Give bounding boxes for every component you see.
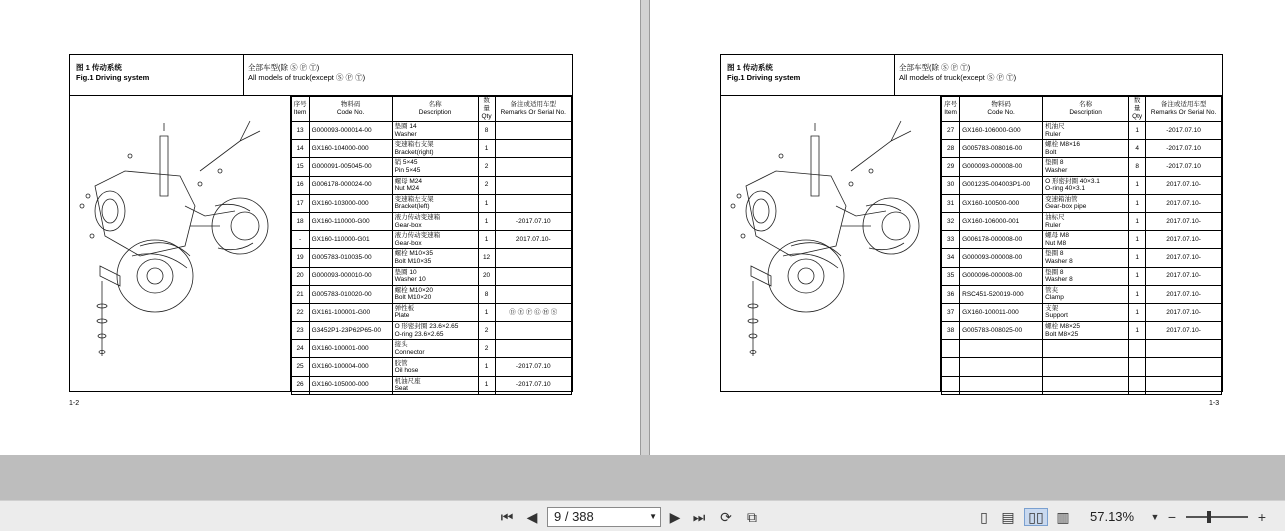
table-row [942,194,1222,212]
table-row [942,212,1222,230]
table-row [291,122,571,140]
remarks-cell: -2017.07.10 [495,358,571,376]
code-cell: G000093-000008-00 [960,158,1043,176]
figure-title-en: Fig.1 Driving system [76,73,150,82]
table-row [942,249,1222,267]
description-cell: 液力传动变速箱 Gear-box [392,231,478,249]
code-cell: G000093-000008-00 [960,249,1043,267]
qty-cell: 1 [478,212,495,230]
qty-cell: 1 [478,358,495,376]
sheet-header [70,55,572,96]
code-cell: GX160-100004-000 [309,358,392,376]
qty-cell: 1 [1129,267,1146,285]
code-cell: GX160-100011-000 [960,303,1043,321]
driving-system-drawing-icon [721,96,942,391]
figure-title-cn: 图 1 传动系统 [76,63,122,72]
remarks-cell: -2017.07.10 [495,376,571,394]
remarks-cell [495,194,571,212]
table-row [942,122,1222,140]
table-row [291,140,571,158]
description-cell: 油标尺 Ruler [1043,212,1129,230]
description-cell: 变速箱右支架 Bracket(right) [392,140,478,158]
item-cell: 35 [942,267,960,285]
code-cell: GX161-100001-G00 [309,303,392,321]
item-cell: 31 [942,194,960,212]
table-row [291,212,571,230]
qty-cell: 1 [478,194,495,212]
description-cell: 垫圈 8 Washer 8 [1043,267,1129,285]
table-row [291,358,571,376]
continuous-icon[interactable]: ▤ [1001,508,1015,525]
code-cell: G005783-008016-00 [960,140,1043,158]
remarks-cell [495,285,571,303]
viewer-background [0,455,1285,500]
parts-table [941,96,1222,395]
description-cell: 管夹 Clamp [1043,285,1129,303]
description-cell: 胶管 Oil hose [392,358,478,376]
description-cell: 弹性板 Plate [392,303,478,321]
qty-cell: 1 [478,376,495,394]
qty-cell: 8 [478,285,495,303]
item-cell: 21 [291,285,309,303]
item-cell: 23 [291,322,309,340]
applies-to-cn: 全部车型(除 Ⓢ Ⓟ Ⓣ) [899,63,971,72]
qty-cell: 8 [478,122,495,140]
applies-to-en: All models of truck(except Ⓢ Ⓟ Ⓣ) [248,73,366,82]
description-cell: 螺母 M8 Nut M8 [1043,231,1129,249]
description-cell: 支架 Support [1043,303,1129,321]
table-row [291,158,571,176]
qty-cell: 20 [478,267,495,285]
remarks-cell: -2017.07.10 [495,212,571,230]
extract-icon[interactable]: ⧉ [747,508,757,525]
item-cell: 30 [942,176,960,194]
remarks-cell: 2017.07.10- [1146,176,1222,194]
item-cell: 26 [291,376,309,394]
item-cell: 27 [942,122,960,140]
table-row [942,140,1222,158]
table-row [942,267,1222,285]
code-cell: GX160-110000-G01 [309,231,392,249]
remarks-cell: 2017.07.10- [495,231,571,249]
item-cell: 18 [291,212,309,230]
page-right [649,0,1285,455]
remarks-cell [495,322,571,340]
chevron-down-icon[interactable]: ▼ [649,512,657,521]
qty-cell: 1 [1129,249,1146,267]
code-cell: G006178-000008-00 [960,231,1043,249]
remarks-cell: -2017.07.10 [1146,158,1222,176]
figure-title-en: Fig.1 Driving system [727,73,801,82]
remarks-cell [495,140,571,158]
remarks-cell [495,249,571,267]
remarks-cell [495,267,571,285]
applies-to-en: All models of truck(except Ⓢ Ⓟ Ⓣ) [899,73,1017,82]
table-row [291,249,571,267]
description-cell: 接头 Connector [392,340,478,358]
remarks-cell: -2017.07.10 [1146,122,1222,140]
description-cell: 液力传动变速箱 Gear-box [392,212,478,230]
qty-cell: 1 [478,140,495,158]
remarks-cell: 2017.07.10- [1146,249,1222,267]
table-row [942,158,1222,176]
table-row [291,376,571,394]
description-cell: 螺栓 M8×16 Bolt [1043,140,1129,158]
col-remarks: 备注或适用车型 Remarks Or Serial No. [1146,97,1222,122]
qty-cell: 12 [478,249,495,267]
remarks-cell: 2017.07.10- [1146,194,1222,212]
page-number: 1-3 [1209,400,1220,407]
item-cell: - [291,231,309,249]
table-row [942,340,1222,358]
description-cell: 销 5×45 Pin 5×45 [392,158,478,176]
item-cell: 34 [942,249,960,267]
driving-system-drawing-icon [70,96,291,391]
description-cell: 机油尺 Ruler [1043,122,1129,140]
code-cell: GX160-103000-000 [309,194,392,212]
code-cell: GX160-110000-G00 [309,212,392,230]
remarks-cell: 2017.07.10- [1146,212,1222,230]
qty-cell: 1 [1129,194,1146,212]
description-cell: O 形密封圈 23.6×2.65 O-ring 23.6×2.65 [392,322,478,340]
zoom-level[interactable]: 57.13% [1090,509,1135,524]
code-cell: GX160-100500-000 [960,194,1043,212]
qty-cell: 1 [1129,303,1146,321]
description-cell: 垫圈 8 Washer 8 [1043,249,1129,267]
item-cell: 37 [942,303,960,321]
table-row [942,231,1222,249]
qty-cell: 1 [1129,231,1146,249]
qty-cell: 1 [1129,212,1146,230]
item-cell: 24 [291,340,309,358]
qty-cell: 1 [1129,285,1146,303]
description-cell: 变速箱油管 Gear-box pipe [1043,194,1129,212]
item-cell: 15 [291,158,309,176]
col-desc: 名称 Description [1043,97,1129,122]
remarks-cell [495,176,571,194]
col-desc: 名称 Description [392,97,478,122]
zoom-dropdown-icon[interactable]: ▼ [1150,512,1160,522]
qty-cell: 2 [478,322,495,340]
code-cell: GX160-105000-000 [309,376,392,394]
single-page-icon[interactable]: ▯ [980,508,988,525]
scroll-two-page-icon[interactable]: ▥ [1056,508,1070,525]
qty-cell: 1 [1129,322,1146,340]
item-cell: 32 [942,212,960,230]
zoom-out-icon[interactable]: − [1167,509,1177,525]
qty-cell: 8 [1129,158,1146,176]
code-cell: G006178-000024-00 [309,176,392,194]
item-cell: 19 [291,249,309,267]
qty-cell: 2 [478,158,495,176]
code-cell: GX160-106000-001 [960,212,1043,230]
parts-sheet [69,54,573,392]
item-cell: 13 [291,122,309,140]
item-cell: 28 [942,140,960,158]
remarks-cell [495,340,571,358]
table-header-row [942,97,1222,122]
description-cell: 螺母 M24 Nut M24 [392,176,478,194]
figure-title-cn: 图 1 传动系统 [727,63,773,72]
first-page-icon[interactable]: ⏮ [500,508,514,525]
rotate-icon[interactable]: ⟳ [720,508,732,525]
sheet-header [721,55,1222,96]
prev-page-icon[interactable]: ◀ [526,508,538,525]
remarks-cell: 2017.07.10- [1146,303,1222,321]
code-cell: G000096-000008-00 [960,267,1043,285]
item-cell: 16 [291,176,309,194]
page-number: 1-2 [69,400,80,407]
code-cell: G000093-000014-00 [309,122,392,140]
code-cell: G001235-004003P1-00 [960,176,1043,194]
table-row [291,267,571,285]
item-cell: 33 [942,231,960,249]
table-row [291,176,571,194]
code-cell: G005783-010035-00 [309,249,392,267]
item-cell: 25 [291,358,309,376]
code-cell: G3452P1-23P62P65-00 [309,322,392,340]
table-row [291,340,571,358]
remarks-cell: 2017.07.10- [1146,231,1222,249]
description-cell: 螺栓 M10×20 Bolt M10×20 [392,285,478,303]
description-cell: 垫圈 10 Washer 10 [392,267,478,285]
description-cell: 机油尺座 Seat [392,376,478,394]
last-page-icon[interactable]: ⏭ [692,508,706,525]
two-page-icon[interactable]: ▯▯ [1024,508,1048,526]
table-row [942,176,1222,194]
exploded-diagram [721,96,941,391]
table-header-row [291,97,571,122]
parts-table [291,96,572,395]
table-row [291,303,571,321]
code-cell: G005783-010020-00 [309,285,392,303]
table-row [291,322,571,340]
table-row [942,358,1222,376]
remarks-cell [495,122,571,140]
qty-cell: 1 [1129,122,1146,140]
remarks-cell: 2017.07.10- [1146,322,1222,340]
qty-cell: 1 [478,303,495,321]
page-left [0,0,641,455]
page-number-input[interactable]: 9 / 388 ▼ [547,507,661,527]
code-cell: GX160-106000-G00 [960,122,1043,140]
description-cell: 垫圈 14 Washer [392,122,478,140]
code-cell: RSC451-520019-000 [960,285,1043,303]
remarks-cell: Ⓓ Ⓔ Ⓕ Ⓖ Ⓗ Ⓢ [495,303,571,321]
remarks-cell: -2017.07.10 [1146,140,1222,158]
item-cell: 20 [291,267,309,285]
zoom-in-icon[interactable]: + [1257,509,1267,525]
pdf-toolbar [0,500,1285,531]
code-cell: GX160-104000-000 [309,140,392,158]
remarks-cell: 2017.07.10- [1146,285,1222,303]
table-row [291,231,571,249]
remarks-cell [495,158,571,176]
col-item: 序号 Item [942,97,960,122]
qty-cell: 1 [1129,176,1146,194]
code-cell: G000091-005045-00 [309,158,392,176]
col-qty: 数量 Qty [1129,97,1146,122]
qty-cell: 2 [478,176,495,194]
code-cell: G000093-000010-00 [309,267,392,285]
table-row [942,322,1222,340]
table-row [291,194,571,212]
item-cell: 36 [942,285,960,303]
table-row [942,285,1222,303]
item-cell: 14 [291,140,309,158]
qty-cell: 2 [478,340,495,358]
col-item: 序号 Item [291,97,309,122]
code-cell: GX160-100001-000 [309,340,392,358]
zoom-slider-handle[interactable] [1207,511,1211,523]
qty-cell: 1 [478,231,495,249]
description-cell: 变速箱左支架 Bracket(left) [392,194,478,212]
code-cell: G005783-008025-00 [960,322,1043,340]
parts-sheet [720,54,1223,392]
item-cell: 29 [942,158,960,176]
exploded-diagram [70,96,291,391]
col-code: 物料码 Code No. [960,97,1043,122]
item-cell: 38 [942,322,960,340]
item-cell: 22 [291,303,309,321]
description-cell: 螺栓 M8×25 Bolt M8×25 [1043,322,1129,340]
item-cell: 17 [291,194,309,212]
col-qty: 数量 Qty [478,97,495,122]
zoom-slider[interactable] [1186,516,1248,518]
col-remarks: 备注或适用车型 Remarks Or Serial No. [495,97,571,122]
qty-cell: 4 [1129,140,1146,158]
description-cell: O 形密封圈 40×3.1 O-ring 40×3.1 [1043,176,1129,194]
table-row [291,285,571,303]
table-row [942,303,1222,321]
description-cell: 螺栓 M10×35 Bolt M10×35 [392,249,478,267]
col-code: 物料码 Code No. [309,97,392,122]
description-cell: 垫圈 8 Washer [1043,158,1129,176]
remarks-cell: 2017.07.10- [1146,267,1222,285]
applies-to-cn: 全部车型(除 Ⓢ Ⓟ Ⓣ) [248,63,320,72]
table-row [942,376,1222,394]
next-page-icon[interactable]: ▶ [669,508,681,525]
